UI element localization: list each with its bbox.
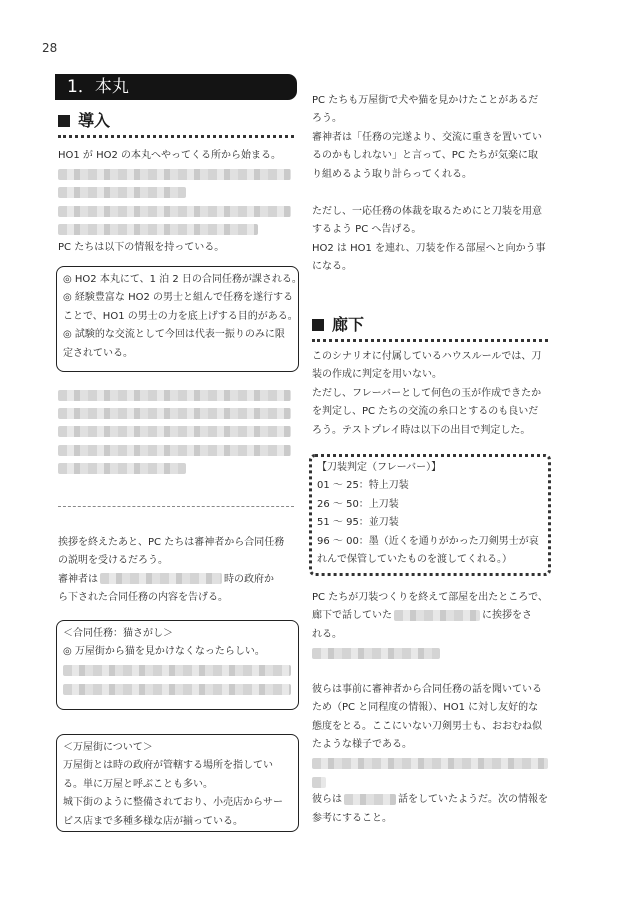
intro-block [58,147,298,257]
info-box-line: ◎ HO2 本丸にて、1 泊 2 日の合同任務が課される。 [63,274,302,285]
para-line: PC たちも万屋街で犬や猫を見かけたことがあるだ [312,95,539,106]
para-line: になる。 [312,261,352,273]
info-box-line: 定されている。 [63,347,133,359]
corridor-pre: 廊下で話していた [312,610,392,622]
redacted-line [312,773,557,791]
mission-title: ＜合同任務：猫さがし＞ [63,628,173,639]
para-line: ただし、一応任務の体裁を取るためにと刀装を用意 [312,206,542,217]
para-line: 態度をとる。ここにいない刀剣男士も、おおむね似 [312,720,542,732]
page-number: 28 [42,41,58,55]
redacted-line [58,423,298,441]
info-box-line: ◎ 経験豊富な HO2 の男士と組んで任務を遂行する [63,292,294,304]
para-line [312,607,557,625]
para-line: 彼らは事前に審神者から合同任務の話を聞いている [312,684,542,695]
para-line: ため（PC と同程度の情報）、HO1 に対し友好的な [312,702,539,714]
redacted-line [58,441,298,459]
house-rule-block [312,348,557,440]
info-box [56,266,302,372]
para-line: 参考にすること。 [312,812,392,824]
para-line: り組めるよう取り計らってくれる。 [312,168,472,180]
para-line: 審神者は「任務の完遂より、交流に重きを置いてい [312,131,542,143]
para-line: このシナリオに付属しているハウスルールでは、刀 [312,351,542,362]
section-title-intro-text: 導入 [78,111,111,130]
square-bullet-icon [312,319,324,331]
last-pre: 彼らは [312,794,342,806]
corridor-post: に挨拶をさ [482,610,532,622]
section-title-corridor-text: 廊下 [332,315,365,334]
para-line: PC たちが刀装つくりを終えて部屋を出たところで、 [312,592,548,603]
redacted-line [63,662,292,680]
yorozuya-line: 城下街のように整備されており、小売店からサー [63,797,283,809]
redacted-line [312,755,557,773]
para-line: ただし、フレーバーとして何色の玉が作成できたか [312,387,542,399]
redacted-line [58,404,298,422]
greeting-line: の説明を受けるだろう。 [58,555,168,567]
para-line [312,791,557,809]
section-divider [312,339,548,342]
friendly-block [312,681,557,828]
judge-row: 01 〜 25：特上刀装 [317,480,409,492]
judge-line [58,571,298,589]
redacted-name [100,573,222,584]
redacted-block [58,386,298,478]
greeting-line: 挨拶を終えたあと、PC たちは審神者から合同任務 [58,537,285,548]
top-para-2 [312,203,557,277]
para-line: HO2 は HO1 を連れ、刀装を作る部屋へと向かう事 [312,242,546,254]
intro-line: PC たちは以下の情報を持っている。 [58,241,225,253]
redacted-line [58,386,298,404]
info-box-line: ◎ 試験的な交流として今回は代表一振りのみに限 [63,329,285,341]
redacted-line [58,221,298,239]
square-bullet-icon [58,115,70,127]
chapter-title: 1．本丸 [55,74,297,100]
judge-post: 時の政府か [224,573,274,585]
section-title-corridor [312,314,364,336]
para-line: ろう。 [312,113,342,125]
dashed-divider [58,506,294,507]
para-line: れる。 [312,628,342,640]
para-line: ろう。テストプレイ時は以下の出目で判定した。 [312,424,531,436]
intro-line: HO1 が HO2 の本丸へやってくる所から始まる。 [58,150,282,161]
yorozuya-line: ビス店まで多種多様な店が揃っている。 [63,815,243,827]
info-box-line: ことで、HO1 の男士の力を底上げする目的がある。 [63,310,298,322]
redacted-line [58,165,298,183]
top-para-1 [312,92,557,184]
greeting-block [58,534,298,608]
corridor-block [312,589,557,663]
judge-row: 96 〜 00：墨（近くを通りがかった刀剣男士が哀 [317,535,539,547]
judge-table-box [309,454,551,576]
judge-row: 26 〜 50：上刀装 [317,498,399,510]
judge-row: 51 〜 95：並刀装 [317,517,399,529]
redacted-line [63,680,292,698]
para-line: 装の作成に判定を用いない。 [312,369,442,381]
redacted-line [58,202,298,220]
section-title-intro [58,110,110,132]
para-line: するよう PC へ告げる。 [312,224,422,236]
judge-pre: 審神者は [58,573,98,585]
redacted-name [344,794,396,805]
yorozuya-line: る。単に万屋と呼ぶことも多い。 [63,778,213,790]
judge-title: 【刀装判定（フレーバー）】 [317,462,442,473]
para-line: るのかもしれない」と言って、PC たちが気楽に取 [312,150,538,162]
judge-row: れんで保管していたものを渡してくれる。） [317,553,512,565]
redacted-line [312,644,557,662]
yorozuya-box [56,734,299,832]
last-post: 話をしていたようだ。次の情報を [398,794,548,806]
section-divider [58,135,294,138]
judge-line-2: ら下された合同任務の内容を告げる。 [58,592,228,604]
yorozuya-line: 万屋街とは時の政府が管轄する場所を指してい [63,760,273,772]
mission-box [56,620,299,710]
yorozuya-title: ＜万屋街について＞ [63,742,153,753]
para-line: たような様子である。 [312,739,412,751]
redacted-name [394,610,480,621]
redacted-line [58,460,298,478]
redacted-line [58,184,298,202]
mission-line: ◎ 万屋街から猫を見かけなくなったらしい。 [63,646,265,658]
para-line: を判定し、PC たちの交流の糸口とするのも良いだ [312,406,539,418]
